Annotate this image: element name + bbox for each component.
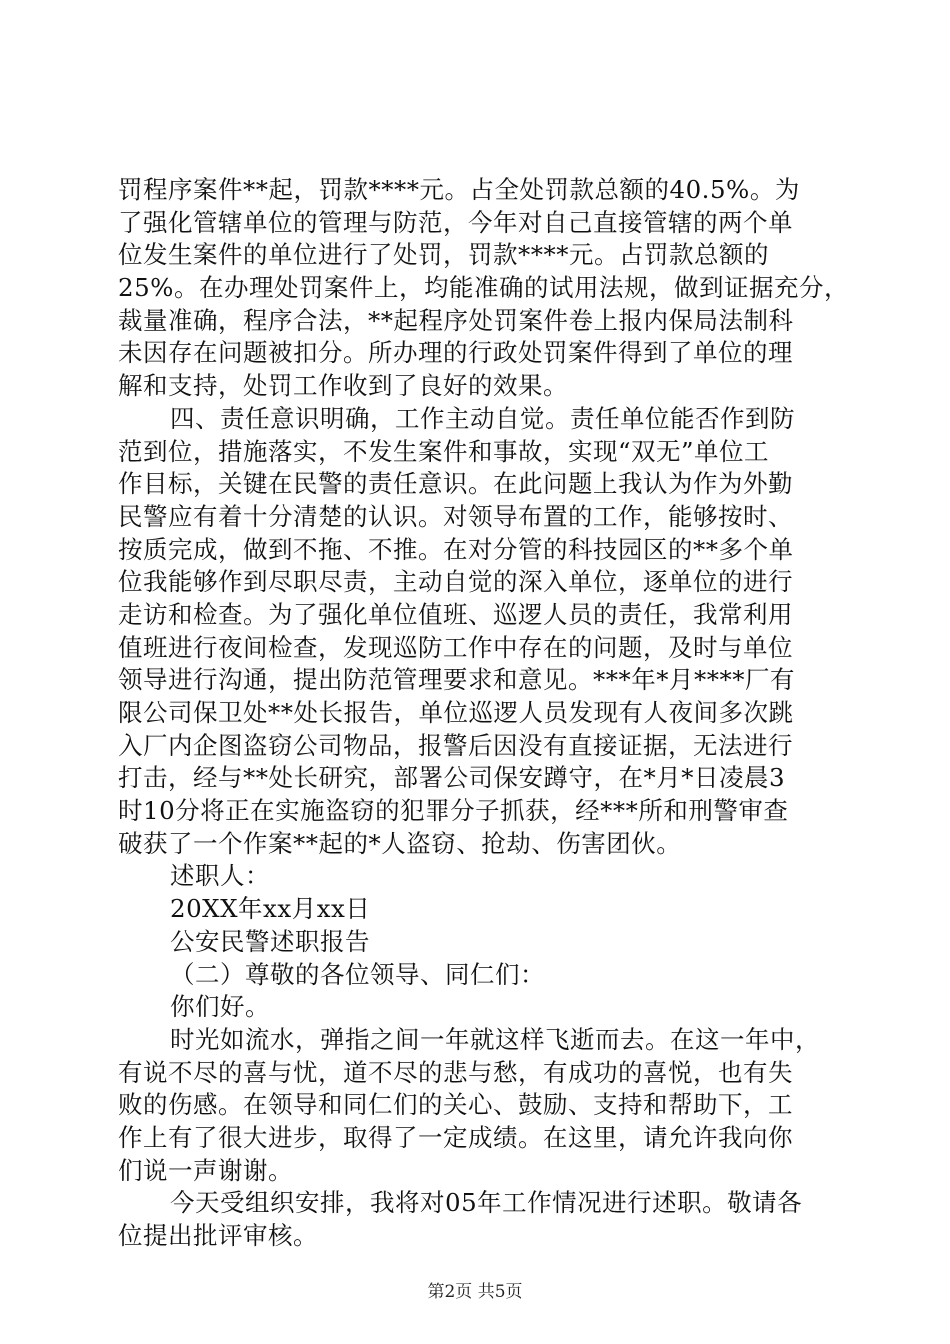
text-line: 位提出批评审核。 <box>118 1221 318 1250</box>
text-line: 走访和检查。为了强化单位值班、巡逻人员的责任，我常利用 <box>118 599 793 629</box>
text-line: 位发生案件的单位进行了处罚，罚款****元。占罚款总额的 <box>118 240 769 270</box>
text-line: 时光如流水，弹指之间一年就这样飞逝而去。在这一年中， <box>170 1024 820 1054</box>
text-line: 限公司保卫处**处长报告，单位巡逻人员发现有人夜间多次跳 <box>118 698 794 727</box>
document-body <box>118 174 849 1253</box>
text-line: 未因存在问题被扣分。所办理的行政处罚案件得到了单位的理 <box>118 338 793 368</box>
text-line: 罚程序案件**起，罚款****元。占全处罚款总额的40.5%。为 <box>118 175 800 204</box>
text-line: 败的伤感。在领导和同仁们的关心、鼓励、支持和帮助下，工 <box>118 1090 793 1120</box>
text-line: 裁量准确，程序合法，**起程序处罚案件卷上报内保局法制科 <box>118 305 794 335</box>
text-line: 解和支持，处罚工作收到了良好的效果。 <box>118 371 568 401</box>
signature-label: 述职人： <box>170 861 270 891</box>
greeting: 你们好。 <box>170 992 270 1022</box>
text-line: 入厂内企图盗窃公司物品，报警后因没有直接证据，无法进行 <box>118 730 793 760</box>
page-number-footer: 第2页 共5页 <box>427 1282 523 1302</box>
text-line: 范到位，措施落实，不发生案件和事故，实现“双无”单位工 <box>118 436 770 466</box>
text-line: 打击，经与**处长研究，部署公司保安蹲守，在*月*日凌晨3 <box>118 763 786 793</box>
report-title: 公安民警述职报告 <box>170 926 370 956</box>
text-line: 了强化管辖单位的管理与防范，今年对自己直接管辖的两个单 <box>118 207 793 237</box>
text-line: 民警应有着十分清楚的认识。对领导布置的工作，能够按时、 <box>118 501 793 531</box>
text-line: 有说不尽的喜与忧，道不尽的悲与愁，有成功的喜悦，也有失 <box>118 1057 793 1087</box>
text-line: 时10分将正在实施盗窃的犯罪分子抓获，经***所和刑警审查 <box>118 796 789 826</box>
text-line: 位我能够作到尽职尽责，主动自觉的深入单位，逐单位的进行 <box>118 567 793 597</box>
text-line: 今天受组织安排，我将对05年工作情况进行述职。敬请各 <box>170 1188 803 1218</box>
text-line: 按质完成，做到不拖、不推。在对分管的科技园区的**多个单 <box>118 534 794 564</box>
text-line: 们说一声谢谢。 <box>118 1155 293 1185</box>
text-line: 领导进行沟通，提出防范管理要求和意见。***年*月****厂有 <box>118 665 795 695</box>
signature-date: 20XX年xx月xx日 <box>170 894 371 924</box>
section-heading-line: 四、责任意识明确，工作主动自觉。责任单位能否作到防 <box>170 403 795 433</box>
text-line: 值班进行夜间检查，发现巡防工作中存在的问题，及时与单位 <box>118 632 793 662</box>
text-line: 作目标，关键在民警的责任意识。在此问题上我认为作为外勤 <box>118 469 793 499</box>
text-line: 破获了一个作案**起的*人盗窃、抢劫、伤害团伙。 <box>118 828 682 858</box>
text-line: 作上有了很大进步，取得了一定成绩。在这里，请允许我向你 <box>118 1122 793 1152</box>
text-line: 25%。在办理处罚案件上，均能准确的试用法规，做到证据充分， <box>118 273 849 303</box>
salutation: （二）尊敬的各位领导、同仁们： <box>170 959 545 989</box>
